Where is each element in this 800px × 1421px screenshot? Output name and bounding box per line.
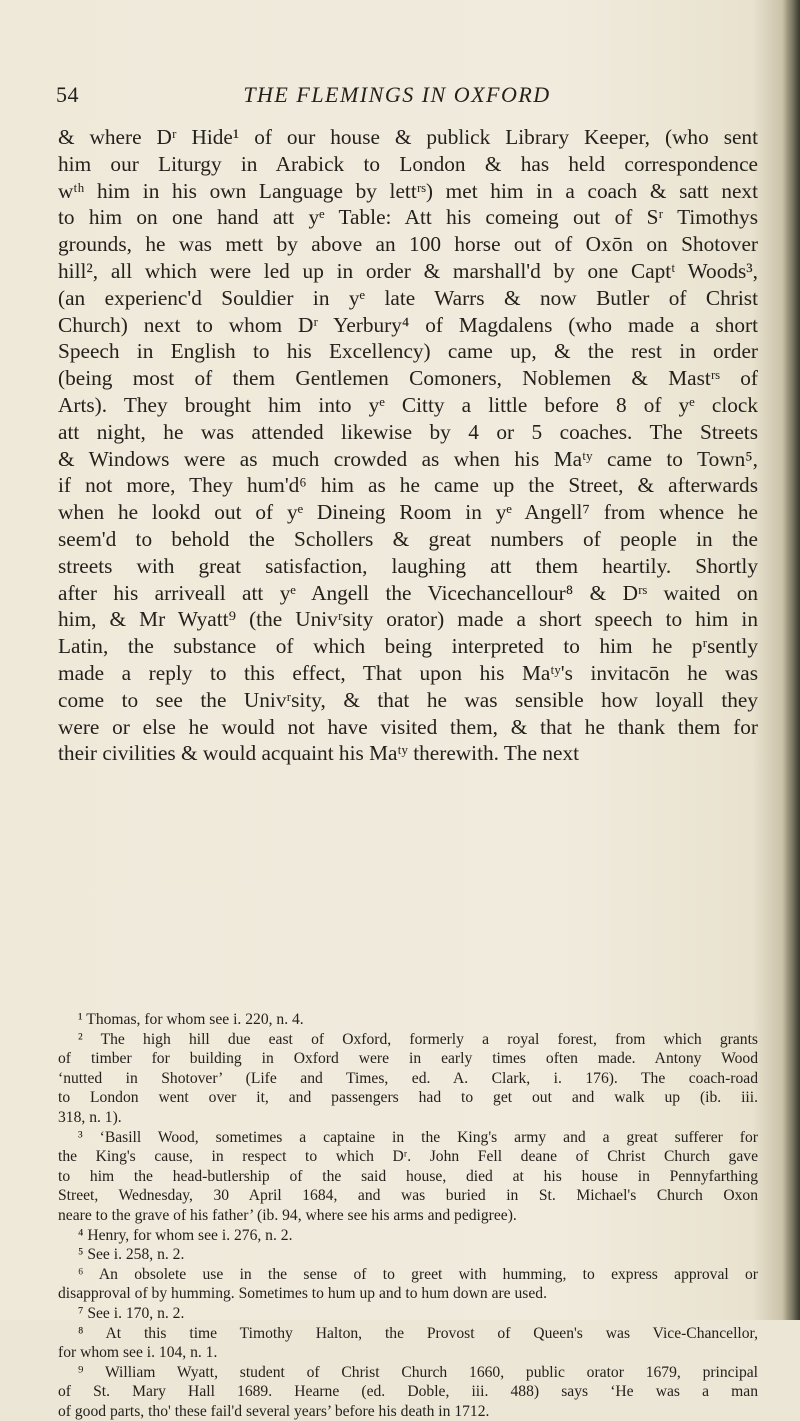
body-line: & Windows were as much crowded as when his Maᵗʸ came to Town⁵, (58, 446, 758, 471)
body-line: Arts). They brought him into yᵉ Citty a little before 8 of yᵉ clock (58, 392, 758, 417)
footnote-line: ⁸ At this time Timothy Halton, the Provost of Queen's was Vice-Chancellor, (78, 1324, 758, 1342)
footnote-line: ⁶ An obsolete use in the sense of to greet with humming, to express approval or (78, 1265, 758, 1283)
body-line: & where Dʳ Hide¹ of our house & publick Library Keeper, (who sent (58, 125, 758, 149)
footnote-line: ⁹ William Wyatt, student of Christ Church 1660, public orator 1679, principal (78, 1363, 758, 1381)
footnote-line: Street, Wednesday, 30 April 1684, and was buried in St. Michael's Church Oxon (58, 1187, 758, 1205)
body-line: grounds, he was mett by above an 100 horse out of Oxōn on Shotover (58, 232, 758, 257)
footnote-line: ³ ‘Basill Wood, sometimes a captaine in the King's army and a great sufferer for (78, 1128, 758, 1146)
footnote-line: of timber for building in Oxford were in early times often made. Antony Wood (58, 1050, 758, 1068)
body-line: him, & Mr Wyatt⁹ (the Univʳsity orator) made a short speech to him in (58, 607, 758, 632)
body-line: (an experienc'd Souldier in yᵉ late Warrs & now Butler of Christ (58, 285, 758, 310)
body-line: streets with great satisfaction, laughing att them heartily. Shortly (58, 553, 758, 578)
body-text (58, 124, 758, 767)
body-line: hill², all which were led up in order & marshall'd by one Captᵗ Woods³, (58, 258, 758, 283)
running-title: THE FLEMINGS IN OXFORD (243, 82, 551, 107)
body-line: seem'd to behold the Schollers & great numbers of people in the (58, 526, 758, 551)
page-edge-shadow (782, 0, 800, 1320)
page-number: 54 (56, 82, 79, 107)
footnote-line: of good parts, tho' these fail'd several years’ before his death in 1712. (58, 1402, 490, 1420)
body-line: him our Liturgy in Arabick to London & has held correspondence (58, 151, 758, 176)
body-line: after his arriveall att yᵉ Angell the Vicechancellour⁸ & Dʳˢ waited on (58, 580, 758, 605)
body-line: Church) next to whom Dʳ Yerbury⁴ of Magdalens (who made a short (58, 312, 758, 337)
footnote-line: ¹ Thomas, for whom see i. 220, n. 4. (78, 1011, 304, 1028)
body-line: were or else he would not have visited them, & that he thank them for (58, 714, 758, 739)
body-line: Speech in English to his Excellency) came up, & the rest in order (58, 339, 758, 364)
footnote-line: ² The high hill due east of Oxford, formerly a royal forest, from which grants (78, 1030, 758, 1048)
footnote-line: to him the head-butlership of the said house, died at his house in Pennyfarthing (58, 1167, 758, 1185)
footnote-line: to London went over it, and passengers had to get out and walk up (ib. iii. (58, 1089, 758, 1107)
footnote-line: neare to the grave of his father’ (ib. 94, where see his arms and pedigree). (58, 1206, 517, 1224)
footnote-line: 318, n. 1). (58, 1108, 122, 1126)
body-line: wᵗʰ him in his own Language by lettʳˢ) met him in a coach & satt next (58, 178, 758, 203)
footnote-line: disapproval of by humming. Sometimes to hum up and to hum down are used. (58, 1285, 547, 1303)
body-line: when he lookd out of yᵉ Dineing Room in yᵉ Angell⁷ from whence he (58, 500, 758, 525)
body-line: (being most of them Gentlemen Comoners, Noblemen & Mastʳˢ of (58, 366, 758, 391)
page-header (36, 82, 758, 116)
footnote-line: ⁴ Henry, for whom see i. 276, n. 2. (78, 1226, 293, 1244)
footnotes (58, 1010, 758, 1421)
footnote-line: ‘nutted in Shotover’ (Life and Times, ed. A. Clark, i. 176). The coach-road (58, 1069, 758, 1087)
footnote-line: ⁵ See i. 258, n. 2. (78, 1246, 185, 1264)
body-line: if not more, They hum'd⁶ him as he came up the Street, & afterwards (58, 473, 758, 498)
footnote-line: of St. Mary Hall 1689. Hearne (ed. Doble, iii. 488) says ‘He was a man (58, 1383, 758, 1401)
body-line: come to see the Univʳsity, & that he was sensible how loyall they (58, 687, 758, 712)
footnote-line: ⁷ See i. 170, n. 2. (78, 1304, 185, 1322)
body-line: made a reply to this effect, That upon his Maᵗʸ's invitacōn he was (58, 660, 758, 685)
footnote-line: the King's cause, in respect to which Dʳ. John Fell deane of Christ Church gave (58, 1148, 758, 1166)
body-line: att night, he was attended likewise by 4 or 5 coaches. The Streets (58, 419, 758, 444)
footnote-line: for whom see i. 104, n. 1. (58, 1344, 218, 1362)
body-line: Latin, the substance of which being interpreted to him he pʳsently (58, 634, 758, 659)
body-line: their civilities & would acquaint his Maᵗʸ therewith. The next (58, 741, 580, 766)
body-line: to him on one hand att yᵉ Table: Att his comeing out of Sʳ Timothys (58, 205, 758, 230)
